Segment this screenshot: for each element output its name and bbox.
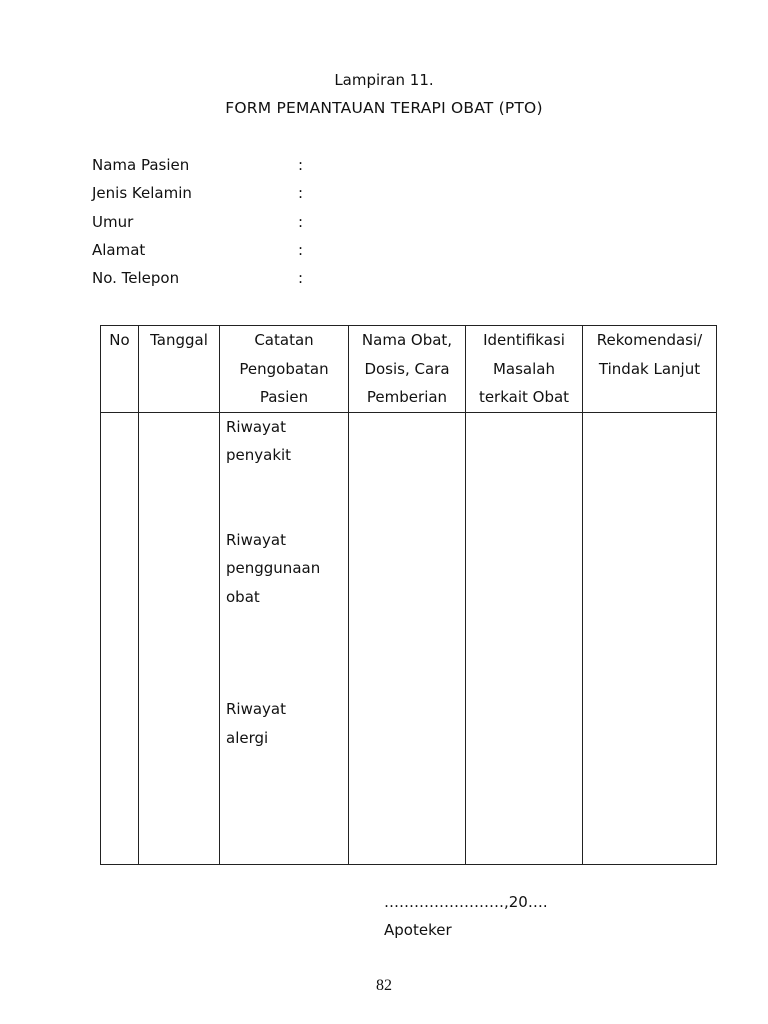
header-line: Nama Obat, — [361, 331, 453, 349]
header-date — [139, 326, 220, 413]
field-colon: : — [298, 213, 304, 231]
note-line: penggunaan — [226, 559, 321, 577]
signature-date-line: ……………………,20…. — [384, 893, 548, 911]
header-line: terkait Obat — [478, 388, 570, 406]
table-row — [101, 412, 717, 864]
note-line: obat — [226, 587, 260, 606]
field-age — [92, 213, 392, 233]
header-no — [101, 326, 139, 413]
cell-recommendation[interactable] — [583, 412, 717, 864]
appendix-label: Lampiran 11. — [334, 71, 434, 89]
cell-treatment-notes[interactable] — [220, 412, 349, 864]
field-label: No. Telepon — [92, 269, 180, 287]
note-line: Riwayat — [226, 700, 286, 718]
field-phone — [92, 269, 392, 289]
note-disease-history — [220, 413, 348, 470]
note-line: alergi — [226, 728, 269, 747]
field-address — [92, 241, 392, 261]
header-line: Identifikasi — [483, 331, 565, 349]
field-gender — [92, 184, 392, 204]
note-line: penyakit — [226, 446, 292, 464]
field-colon: : — [298, 156, 304, 174]
field-colon: : — [298, 269, 304, 287]
cell-problem-identification[interactable] — [466, 412, 583, 864]
cell-drug-dose[interactable] — [349, 412, 466, 864]
note-allergy-history — [220, 695, 348, 752]
header-line: Tindak Lanjut — [598, 359, 701, 378]
header-line: Dosis, Cara — [364, 359, 450, 378]
header-line: No — [109, 331, 130, 349]
header-line: Catatan — [254, 331, 314, 349]
header-recommendation — [583, 326, 717, 413]
field-colon: : — [298, 184, 304, 202]
monitoring-table — [100, 325, 717, 865]
field-label: Jenis Kelamin — [92, 184, 192, 202]
note-medication-history — [220, 526, 348, 612]
note-line: Riwayat — [226, 417, 286, 436]
field-label: Alamat — [92, 241, 146, 259]
field-label: Umur — [92, 213, 134, 231]
field-label: Nama Pasien — [92, 156, 190, 174]
header-line: Pasien — [259, 388, 309, 406]
note-line: Riwayat — [226, 530, 286, 549]
header-line: Tanggal — [150, 331, 208, 349]
header-line: Masalah — [492, 359, 555, 378]
cell-no[interactable] — [101, 412, 139, 864]
cell-date[interactable] — [139, 412, 220, 864]
header-line: Pemberian — [366, 388, 448, 406]
signature-role: Apoteker — [384, 921, 452, 939]
header-problem-identification — [466, 326, 583, 413]
field-colon: : — [298, 241, 304, 259]
header-line: Pengobatan — [239, 359, 329, 378]
table-header-row — [101, 326, 717, 413]
field-patient-name — [92, 156, 392, 176]
header-line: Rekomendasi/ — [596, 331, 703, 349]
header-drug-dose — [349, 326, 466, 413]
header-treatment-notes — [220, 326, 349, 413]
form-title: FORM PEMANTAUAN TERAPI OBAT (PTO) — [225, 99, 543, 117]
page-number: 82 — [376, 977, 392, 994]
